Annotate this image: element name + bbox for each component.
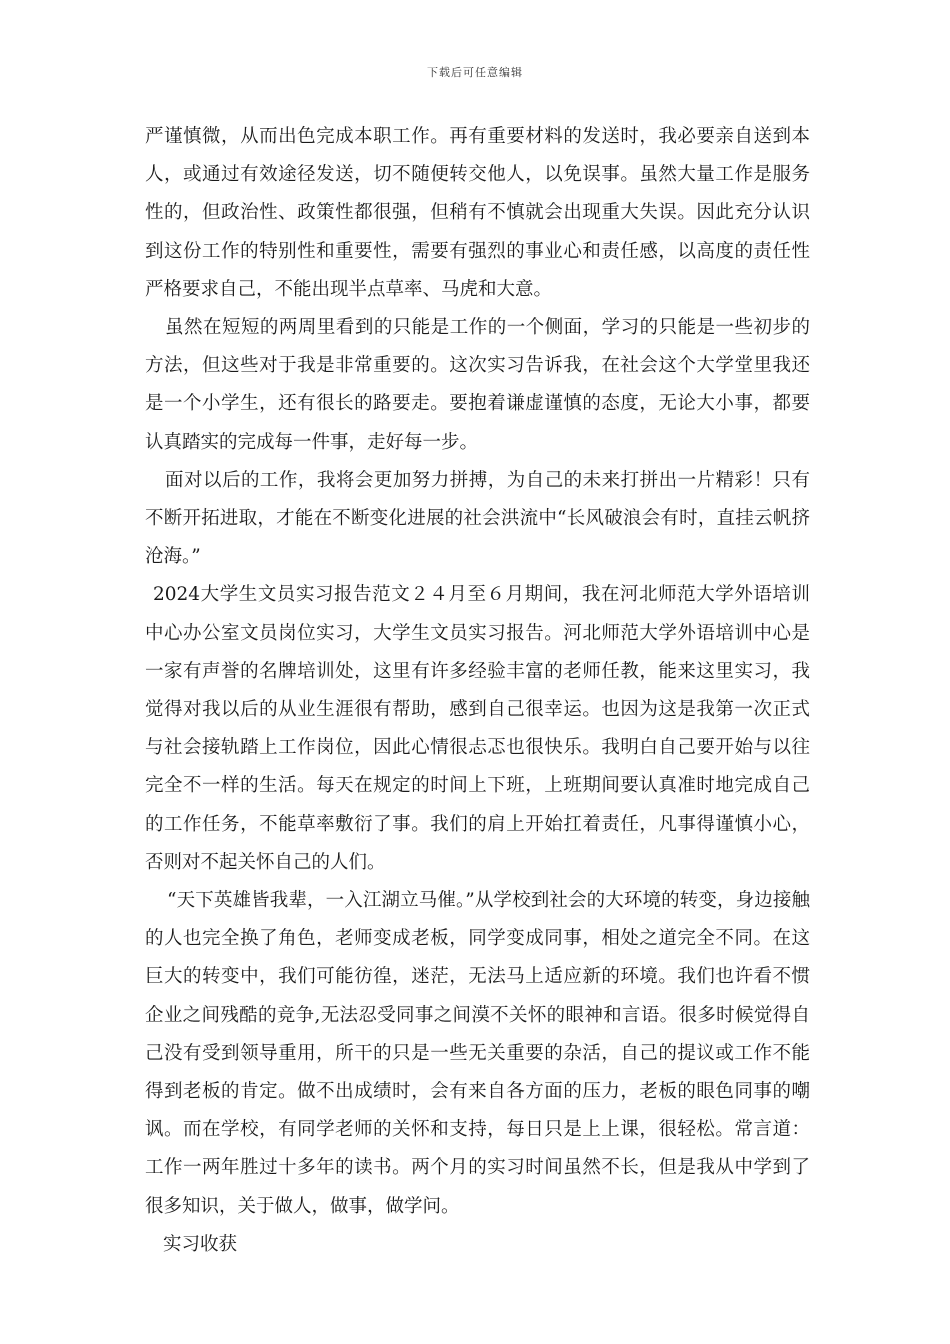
page-header-note: 下载后可任意编辑 <box>427 66 523 79</box>
document-body <box>145 118 810 1264</box>
paragraph-2: 虽然在短短的两周里看到的只能是工作的一个侧面，学习的只能是一些初步的方法，但这些对于我是非常重要的。这次实习告诉我，在社会这个大学堂里我还是一个小学生，还有很长的路要走。要抱着谦虚谨慎的态度，无论大小事，都要认真踏实的完成每一件事，走好每一步。 <box>145 317 810 453</box>
section-heading: 实习收获 <box>163 1233 238 1255</box>
paragraph-3: 面对以后的工作，我将会更加努力拼搏，为自己的未来打拼出一片精彩！只有不断开拓进取，才能在不断变化进展的社会洪流中“长风破浪会有时，直挂云帆挤沧海。” <box>145 469 810 568</box>
paragraph-5: “天下英雄皆我辈，一入江湖立马催。”从学校到社会的大环境的转变，身边接触的人也完全换了角色，老师变成老板，同学变成同事，相处之道完全不同。在这巨大的转变中，我们可能彷徨，迷茫，无法马上适应新的环境。我们也许看不惯企业之间残酷的竞争,无法忍受同事之间漠不关怀的眼神和言语。很多时候觉得自己没有受到领导重用，所干的只是一些无关重要的杂活，自己的提议或工作不能得到老板的肯定。做不出成绩时，会有来自各方面的压力，老板的眼色同事的嘲讽。而在学校，有同学老师的关怀和支持，每日只是上上课，很轻松。常言道：工作一两年胜过十多年的读书。两个月的实习时间虽然不长，但是我从中学到了很多知识，关于做人，做事，做学问。 <box>145 890 810 1217</box>
paragraph-1: 严谨慎微，从而出色完成本职工作。再有重要材料的发送时，我必要亲自送到本人，或通过有效途径发送，切不随便转交他人，以免误事。虽然大量工作是服务性的，但政治性、政策性都很强，但稍有不慎就会出现重大失误。因此充分认识到这份工作的特别性和重要性，需要有强烈的事业心和责任感，以高度的责任性严格要求自己，不能出现半点草率、马虎和大意。 <box>145 126 810 300</box>
paragraph-4: 2024大学生文员实习报告范文２４月至６月期间，我在河北师范大学外语培训中心办公室文员岗位实习，大学生文员实习报告。河北师范大学外语培训中心是一家有声誉的名牌培训处，这里有许多经验丰富的老师任教，能来这里实习，我觉得对我以后的从业生涯很有帮助，感到自己很幸运。也因为这是我第一次正式与社会接轨踏上工作岗位，因此心情很忐忑也很快乐。我明白自己要开始与以往完全不一样的生活。每天在规定的时间上下班，上班期间要认真准时地完成自己的工作任务，不能草率敷衍了事。我们的肩上开始扛着责任，凡事得谨慎小心，否则对不起关怀自己的人们。 <box>145 584 810 873</box>
